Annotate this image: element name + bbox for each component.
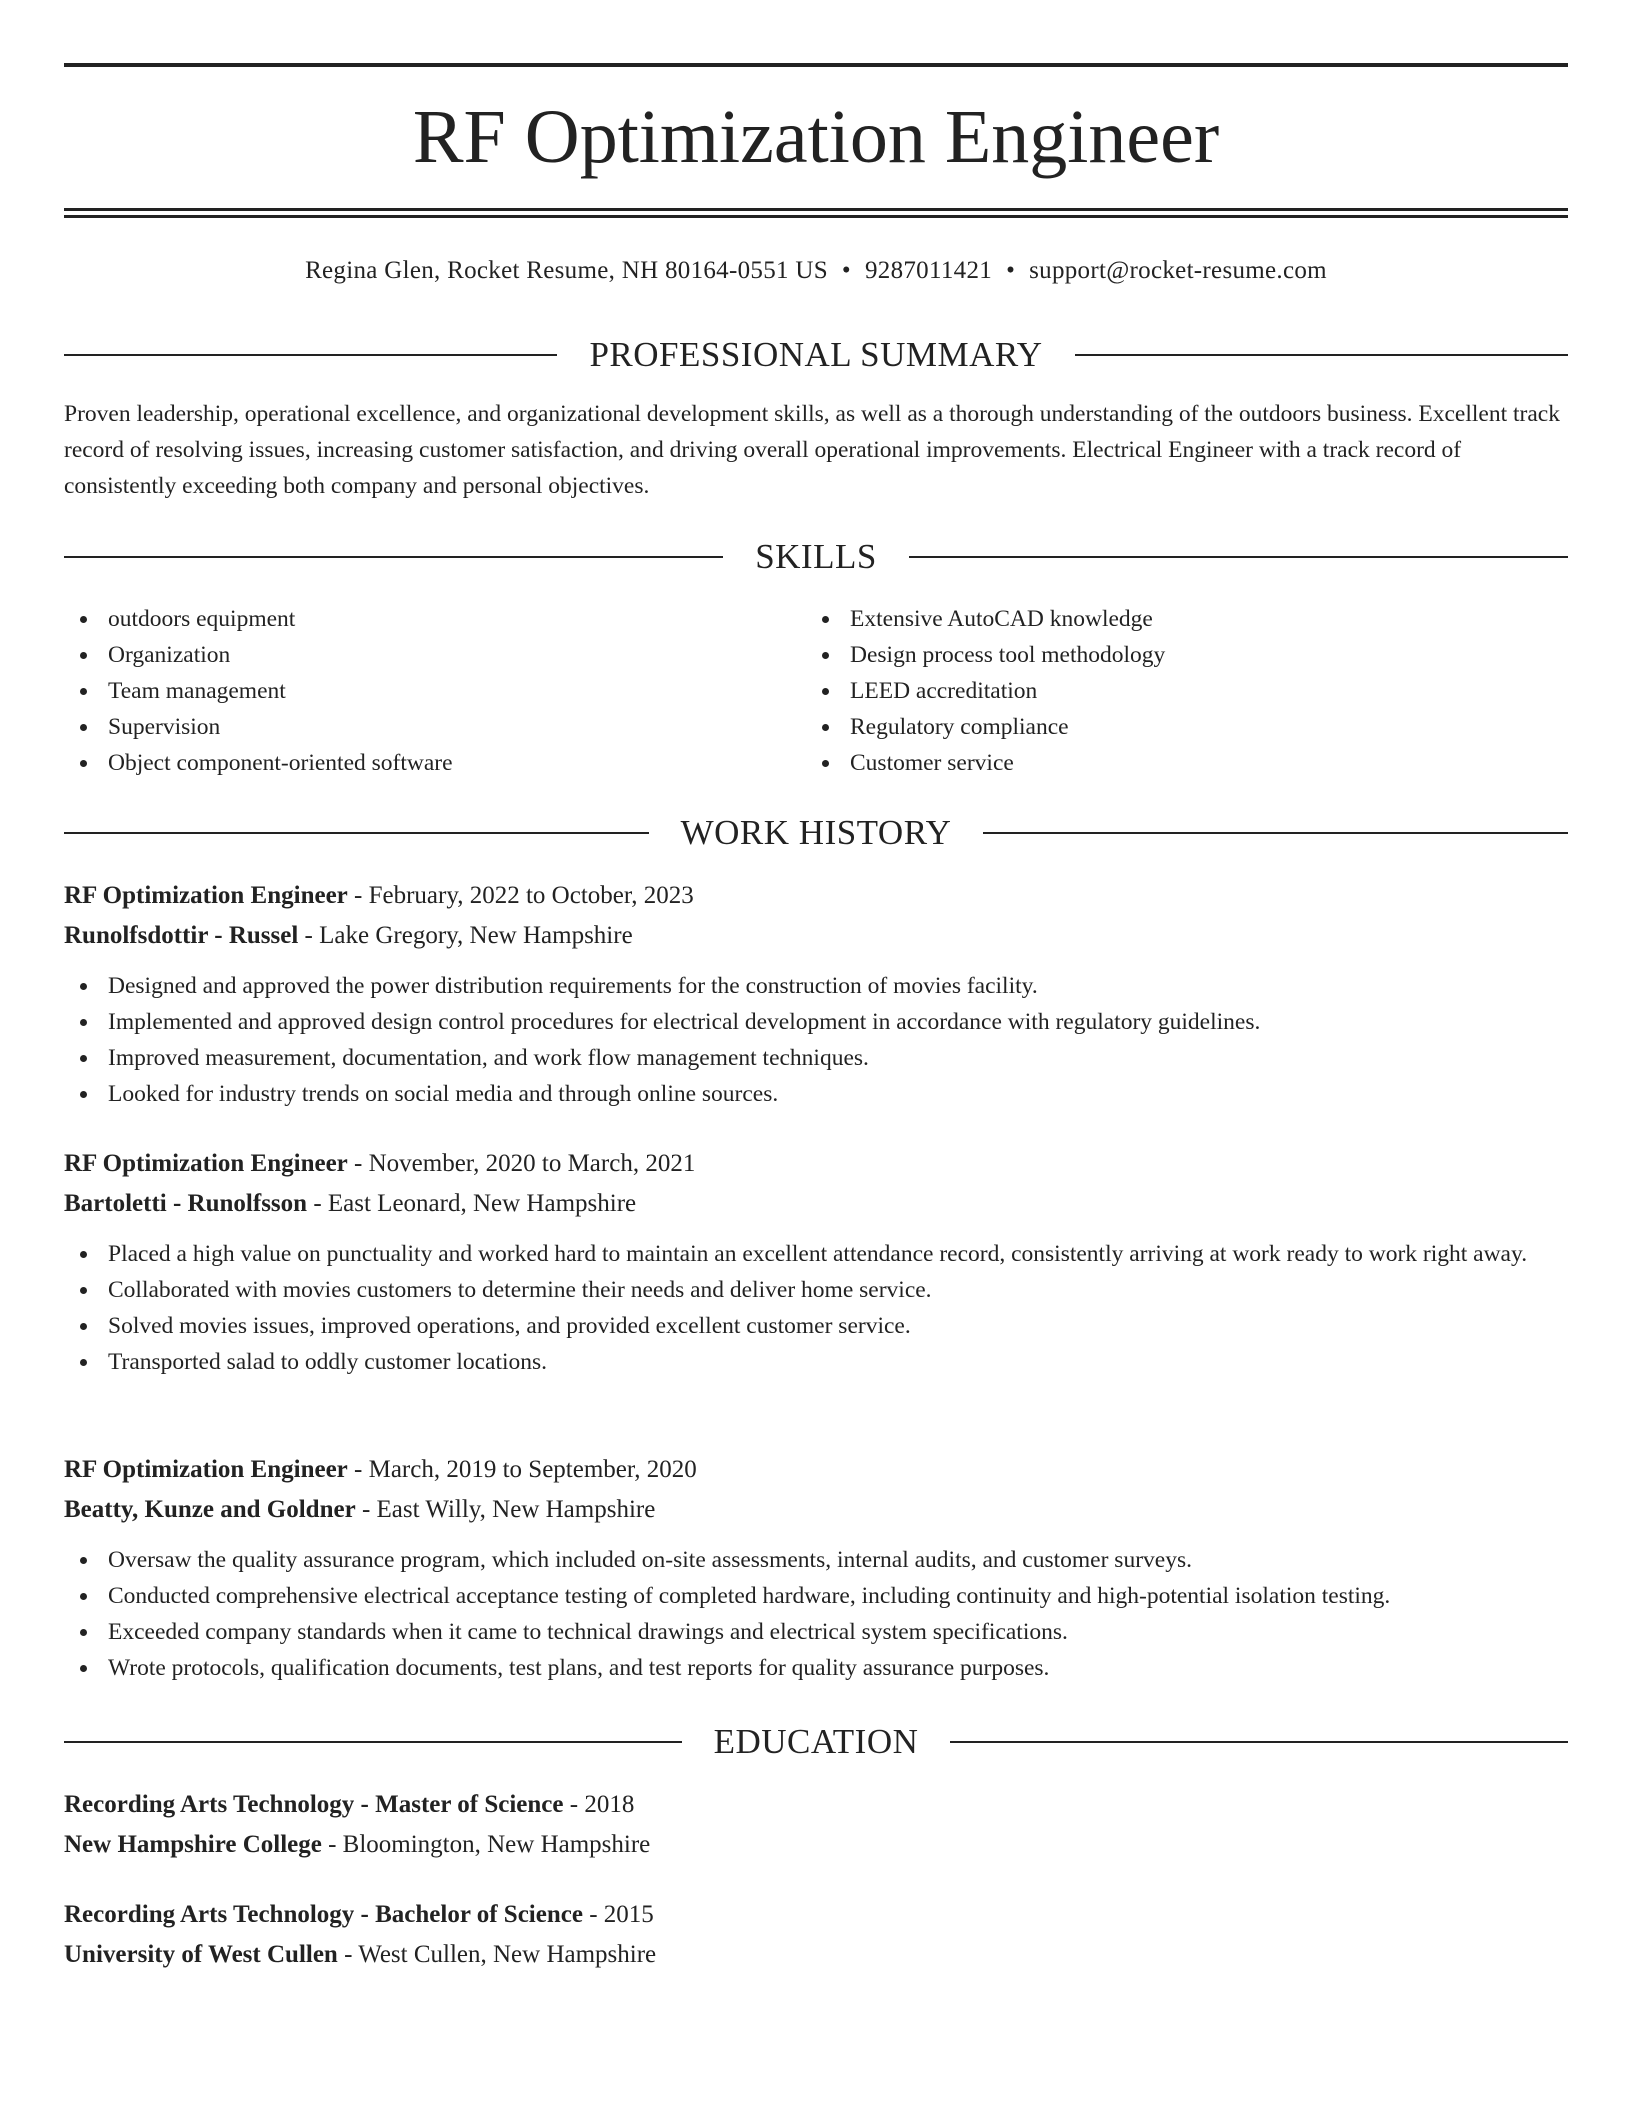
skills-list-right — [806, 601, 1526, 781]
job-entry — [64, 1144, 1568, 1380]
job-dates: March, 2019 to September, 2020 — [368, 1456, 697, 1483]
job-bullet: Solved movies issues, improved operations, and provided excellent customer service. — [64, 1308, 1568, 1344]
resume-title: RF Optimization Engineer — [412, 95, 1220, 179]
contact-separator: • — [1006, 257, 1016, 284]
job-title: RF Optimization Engineer — [64, 882, 348, 909]
summary-text: Proven leadership, operational excellence, and organizational development skills, as well as a thorough understanding of the outdoors business. Excellent track record of resolving issues, increasing customer satisfaction, and driving overall operational improvements. Electrical Engineer with a track record of consistently exceeding both company and personal objectives. — [64, 401, 1560, 499]
dash: - — [347, 882, 369, 909]
skill-item: Customer service — [806, 745, 1526, 781]
job-bullets — [64, 968, 1568, 1112]
job-dates: November, 2020 to March, 2021 — [368, 1150, 696, 1177]
school-location: West Cullen, New Hampshire — [358, 1941, 657, 1968]
job-bullet: Transported salad to oddly customer locations. — [64, 1344, 1568, 1380]
degree-line — [64, 1895, 1568, 1935]
education-heading — [64, 1720, 1568, 1764]
heading-rule-right — [909, 556, 1568, 558]
job-company: Beatty, Kunze and Goldner — [64, 1496, 356, 1523]
job-title: RF Optimization Engineer — [64, 1456, 348, 1483]
job-company-line — [64, 1184, 1568, 1224]
work-heading-label: WORK HISTORY — [680, 813, 952, 852]
contact-separator: • — [841, 257, 851, 284]
contact-phone: 9287011421 — [864, 257, 993, 284]
job-bullets — [64, 1236, 1568, 1380]
dash: - — [337, 1941, 359, 1968]
job-location: Lake Gregory, New Hampshire — [319, 922, 633, 949]
job-bullet: Placed a high value on punctuality and worked hard to maintain an excellent attendance record, consistently arriving at work ready to work right away. — [64, 1236, 1568, 1272]
job-title: RF Optimization Engineer — [64, 1150, 348, 1177]
skill-item: outdoors equipment — [64, 601, 784, 637]
job-title-line — [64, 1144, 1568, 1184]
job-title-line — [64, 876, 1568, 916]
dash: - — [563, 1791, 585, 1818]
graduation-year: 2015 — [603, 1901, 654, 1928]
heading-rule-right — [983, 832, 1568, 834]
job-entry — [64, 876, 1568, 1112]
dash: - — [347, 1150, 369, 1177]
degree-line — [64, 1785, 1568, 1825]
header-double-rule-lower — [64, 215, 1568, 218]
school-location: Bloomington, New Hampshire — [342, 1831, 651, 1858]
job-bullet: Exceeded company standards when it came to technical drawings and electrical system specifications. — [64, 1614, 1568, 1650]
heading-rule-left — [64, 832, 649, 834]
header-double-rule-upper — [64, 208, 1568, 211]
summary-heading — [64, 333, 1568, 377]
job-title-line — [64, 1450, 1568, 1490]
summary-heading-label: PROFESSIONAL SUMMARY — [589, 335, 1043, 374]
education-entry — [64, 1895, 1568, 1975]
job-bullet: Oversaw the quality assurance program, which included on-site assessments, internal audits, and customer surveys. — [64, 1542, 1568, 1578]
skills-list-left — [64, 601, 784, 781]
skill-item: LEED accreditation — [806, 673, 1526, 709]
school: University of West Cullen — [64, 1941, 338, 1968]
job-bullet: Collaborated with movies customers to determine their needs and deliver home service. — [64, 1272, 1568, 1308]
skill-item: Design process tool methodology — [806, 637, 1526, 673]
school: New Hampshire College — [64, 1831, 322, 1858]
skills-heading — [64, 535, 1568, 579]
heading-rule-left — [64, 556, 723, 558]
contact-line — [64, 254, 1568, 288]
education-entry — [64, 1785, 1568, 1865]
job-bullet: Implemented and approved design control procedures for electrical development in accordance with regulatory guidelines. — [64, 1004, 1568, 1040]
job-bullet: Improved measurement, documentation, and work flow management techniques. — [64, 1040, 1568, 1076]
school-line — [64, 1935, 1568, 1975]
job-company-line — [64, 916, 1568, 956]
job-location: East Willy, New Hampshire — [376, 1496, 656, 1523]
dash: - — [582, 1901, 604, 1928]
heading-rule-left — [64, 354, 557, 356]
heading-rule-right — [950, 1741, 1568, 1743]
dash: - — [347, 1456, 369, 1483]
dash: - — [321, 1831, 343, 1858]
job-entry — [64, 1450, 1568, 1686]
job-bullets — [64, 1542, 1568, 1686]
skill-item: Object component-oriented software — [64, 745, 784, 781]
job-bullet: Wrote protocols, qualification documents, test plans, and test reports for quality assurance purposes. — [64, 1650, 1568, 1686]
dash: - — [355, 1496, 377, 1523]
degree: Recording Arts Technology - Bachelor of Science — [64, 1901, 583, 1928]
work-heading — [64, 811, 1568, 855]
skill-item: Organization — [64, 637, 784, 673]
job-company: Bartoletti - Runolfsson — [64, 1190, 308, 1217]
heading-rule-right — [1075, 354, 1568, 356]
job-bullet: Conducted comprehensive electrical acceptance testing of completed hardware, including continuity and high-potential isolation testing. — [64, 1578, 1568, 1614]
skill-item: Regulatory compliance — [806, 709, 1526, 745]
skills-heading-label: SKILLS — [755, 537, 877, 576]
job-bullet: Designed and approved the power distribution requirements for the construction of movies facility. — [64, 968, 1568, 1004]
school-line — [64, 1825, 1568, 1865]
heading-rule-left — [64, 1741, 682, 1743]
graduation-year: 2018 — [584, 1791, 635, 1818]
job-dates: February, 2022 to October, 2023 — [368, 882, 694, 909]
education-heading-label: EDUCATION — [713, 1722, 919, 1761]
job-bullet: Looked for industry trends on social media and through online sources. — [64, 1076, 1568, 1112]
job-location: East Leonard, New Hampshire — [327, 1190, 637, 1217]
job-company: Runolfsdottir - Russel — [64, 922, 299, 949]
header-top-rule — [64, 63, 1568, 67]
skill-item: Team management — [64, 673, 784, 709]
dash: - — [298, 922, 320, 949]
dash: - — [307, 1190, 328, 1217]
contact-address: Regina Glen, Rocket Resume, NH 80164-0551 US — [305, 257, 828, 284]
degree: Recording Arts Technology - Master of Science — [64, 1791, 564, 1818]
skill-item: Extensive AutoCAD knowledge — [806, 601, 1526, 637]
job-company-line — [64, 1490, 1568, 1530]
contact-email: support@rocket-resume.com — [1029, 257, 1327, 284]
skill-item: Supervision — [64, 709, 784, 745]
